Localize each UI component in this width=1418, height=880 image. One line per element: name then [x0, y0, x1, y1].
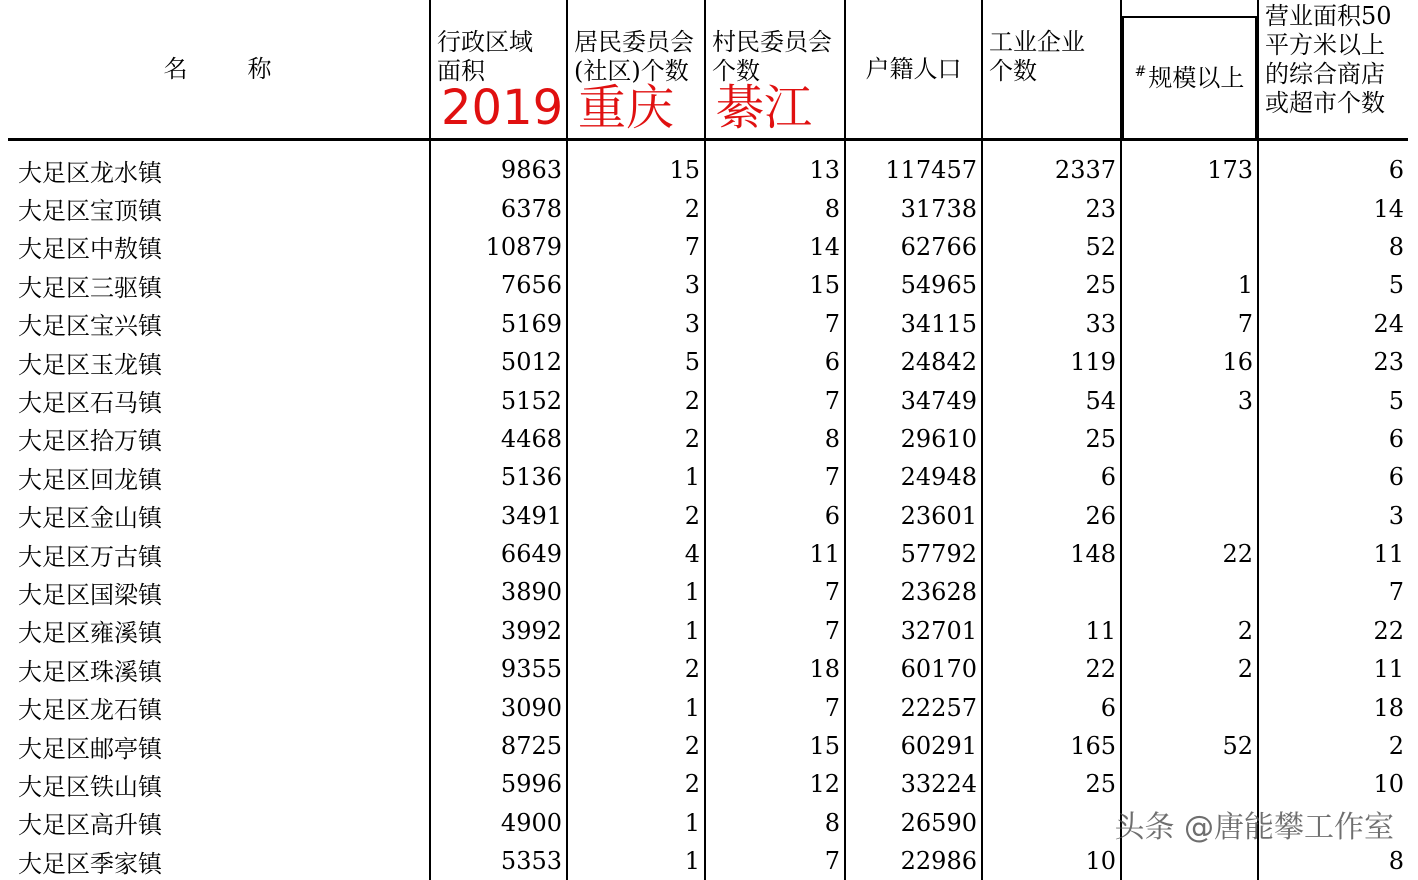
cell-vil: 8 [705, 189, 845, 227]
table-row [8, 688, 1408, 726]
cell-res: 1 [567, 612, 705, 650]
cell-pop: 57792 [845, 535, 982, 573]
cell-name: 大足区高升镇 [8, 804, 430, 842]
header-residents-committees [567, 0, 705, 140]
header-res-line2: (社区)个数 [574, 57, 698, 86]
cell-res: 4 [567, 535, 705, 573]
header-shop-line1: 营业面积50 [1265, 2, 1402, 31]
cell-scale [1121, 228, 1258, 266]
cell-area: 3491 [430, 497, 567, 535]
cell-name: 大足区石马镇 [8, 381, 430, 419]
header-vil-line1: 村民委员会 [712, 28, 838, 57]
header-name-char-1: 名 [164, 55, 190, 84]
cell-name: 大足区龙水镇 [8, 140, 430, 190]
cell-ind: 54 [982, 381, 1121, 419]
cell-pop: 34115 [845, 305, 982, 343]
cell-vil: 7 [705, 842, 845, 880]
cell-res: 2 [567, 497, 705, 535]
table-row [8, 727, 1408, 765]
cell-scale: 2 [1121, 612, 1258, 650]
cell-name: 大足区三驱镇 [8, 266, 430, 304]
cell-vil: 8 [705, 804, 845, 842]
cell-scale: 3 [1121, 381, 1258, 419]
cell-ind: 2337 [982, 140, 1121, 190]
cell-shop: 23 [1258, 343, 1408, 381]
watermark-text: 头条 @唐能攀工作室 [1114, 802, 1394, 846]
cell-ind: 6 [982, 688, 1121, 726]
cell-shop: 6 [1258, 420, 1408, 458]
cell-area: 8725 [430, 727, 567, 765]
cell-vil: 7 [705, 688, 845, 726]
cell-vil: 7 [705, 381, 845, 419]
cell-res: 2 [567, 381, 705, 419]
header-scale-label: 规模以上 [1148, 64, 1244, 93]
cell-scale [1121, 688, 1258, 726]
overlay-county: 綦江 [716, 82, 812, 134]
header-ind-line1: 工业企业 [989, 28, 1114, 57]
cell-ind: 52 [982, 228, 1121, 266]
table-row [8, 765, 1408, 803]
cell-name: 大足区玉龙镇 [8, 343, 430, 381]
cell-scale [1121, 573, 1258, 611]
cell-res: 1 [567, 458, 705, 496]
cell-res: 3 [567, 266, 705, 304]
header-row [8, 0, 1408, 140]
cell-vil: 13 [705, 140, 845, 190]
cell-pop: 23628 [845, 573, 982, 611]
cell-ind [982, 804, 1121, 842]
table-body [8, 140, 1408, 880]
cell-res: 3 [567, 305, 705, 343]
cell-ind: 25 [982, 765, 1121, 803]
cell-scale: 1 [1121, 266, 1258, 304]
cell-pop: 24842 [845, 343, 982, 381]
table-row [8, 535, 1408, 573]
header-area-line1: 行政区域 [437, 28, 560, 57]
cell-shop: 5 [1258, 381, 1408, 419]
table-row [8, 650, 1408, 688]
cell-vil: 11 [705, 535, 845, 573]
cell-pop: 60291 [845, 727, 982, 765]
header-pop-label: 户籍人口 [866, 55, 962, 84]
header-vil-line2b: 数 [736, 57, 760, 85]
cell-vil: 7 [705, 305, 845, 343]
cell-scale: 7 [1121, 305, 1258, 343]
cell-shop: 6 [1258, 140, 1408, 190]
cell-shop: 24 [1258, 305, 1408, 343]
cell-area: 3090 [430, 688, 567, 726]
cell-area: 3992 [430, 612, 567, 650]
table-row [8, 140, 1408, 190]
cell-shop: 8 [1258, 228, 1408, 266]
cell-res: 1 [567, 842, 705, 880]
cell-pop: 33224 [845, 765, 982, 803]
cell-scale: 2 [1121, 650, 1258, 688]
cell-vil: 6 [705, 343, 845, 381]
cell-pop: 22986 [845, 842, 982, 880]
table-row [8, 189, 1408, 227]
cell-pop: 24948 [845, 458, 982, 496]
cell-shop: 3 [1258, 497, 1408, 535]
cell-ind: 165 [982, 727, 1121, 765]
cell-area: 6649 [430, 535, 567, 573]
cell-shop: 22 [1258, 612, 1408, 650]
cell-name: 大足区铁山镇 [8, 765, 430, 803]
cell-name: 大足区宝兴镇 [8, 305, 430, 343]
overlay-city: 重庆 [578, 82, 674, 134]
cell-vil: 7 [705, 573, 845, 611]
cell-res: 5 [567, 343, 705, 381]
cell-name: 大足区拾万镇 [8, 420, 430, 458]
cell-res: 1 [567, 804, 705, 842]
cell-shop: 6 [1258, 458, 1408, 496]
header-res-line1: 居民委员会 [574, 28, 698, 57]
cell-name: 大足区邮亭镇 [8, 727, 430, 765]
cell-res: 2 [567, 650, 705, 688]
header-industrial-enterprises [982, 0, 1121, 140]
cell-vil: 7 [705, 612, 845, 650]
cell-vil: 12 [705, 765, 845, 803]
cell-ind [982, 573, 1121, 611]
header-above-scale [1121, 0, 1258, 140]
cell-res: 1 [567, 688, 705, 726]
cell-shop: 11 [1258, 650, 1408, 688]
cell-ind: 23 [982, 189, 1121, 227]
cell-shop: 10 [1258, 765, 1408, 803]
cell-area: 6378 [430, 189, 567, 227]
cell-area: 9863 [430, 140, 567, 190]
header-ind-line2b: 数 [1013, 57, 1037, 85]
cell-res: 2 [567, 420, 705, 458]
cell-area: 5136 [430, 458, 567, 496]
cell-pop: 22257 [845, 688, 982, 726]
cell-area: 4468 [430, 420, 567, 458]
header-scale-mark: # [1135, 58, 1147, 87]
cell-ind: 25 [982, 420, 1121, 458]
cell-res: 15 [567, 140, 705, 190]
cell-shop: 11 [1258, 535, 1408, 573]
table-row [8, 612, 1408, 650]
cell-name: 大足区季家镇 [8, 842, 430, 880]
cell-shop: 18 [1258, 688, 1408, 726]
header-village-committees [705, 0, 845, 140]
cell-scale [1121, 458, 1258, 496]
cell-name: 大足区珠溪镇 [8, 650, 430, 688]
cell-scale [1121, 189, 1258, 227]
cell-scale: 173 [1121, 140, 1258, 190]
cell-ind: 22 [982, 650, 1121, 688]
header-ind-line2a: 个 [989, 57, 1013, 85]
cell-res: 7 [567, 228, 705, 266]
header-area-line2b: 积 [461, 57, 485, 85]
table-row [8, 266, 1408, 304]
cell-ind: 11 [982, 612, 1121, 650]
cell-vil: 14 [705, 228, 845, 266]
cell-area: 9355 [430, 650, 567, 688]
cell-area: 5996 [430, 765, 567, 803]
cell-area: 5353 [430, 842, 567, 880]
cell-vil: 8 [705, 420, 845, 458]
cell-scale [1121, 497, 1258, 535]
table-row [8, 842, 1408, 880]
cell-name: 大足区中敖镇 [8, 228, 430, 266]
cell-ind: 26 [982, 497, 1121, 535]
table-row [8, 305, 1408, 343]
cell-ind: 148 [982, 535, 1121, 573]
cell-vil: 15 [705, 266, 845, 304]
cell-shop: 8 [1258, 842, 1408, 880]
table-row [8, 497, 1408, 535]
cell-shop: 5 [1258, 266, 1408, 304]
header-shop-line4: 或超市个数 [1265, 89, 1402, 118]
cell-pop: 117457 [845, 140, 982, 190]
cell-scale [1121, 420, 1258, 458]
header-area-line2a: 面 [437, 57, 461, 85]
cell-pop: 32701 [845, 612, 982, 650]
table-row [8, 420, 1408, 458]
table-row [8, 381, 1408, 419]
cell-scale: 52 [1121, 727, 1258, 765]
cell-area: 7656 [430, 266, 567, 304]
cell-name: 大足区国梁镇 [8, 573, 430, 611]
table-row [8, 573, 1408, 611]
header-vil-line2a: 个 [712, 57, 736, 85]
cell-scale: 22 [1121, 535, 1258, 573]
cell-pop: 26590 [845, 804, 982, 842]
cell-area: 5152 [430, 381, 567, 419]
overlay-year: 2019 [441, 82, 563, 134]
cell-ind: 6 [982, 458, 1121, 496]
cell-name: 大足区金山镇 [8, 497, 430, 535]
header-name-char-2: 称 [248, 55, 274, 84]
cell-name: 大足区宝顶镇 [8, 189, 430, 227]
cell-pop: 60170 [845, 650, 982, 688]
cell-ind: 119 [982, 343, 1121, 381]
cell-vil: 6 [705, 497, 845, 535]
cell-res: 2 [567, 727, 705, 765]
cell-area: 5169 [430, 305, 567, 343]
header-shop-line3: 的综合商店 [1265, 60, 1402, 89]
cell-pop: 34749 [845, 381, 982, 419]
header-population [845, 0, 982, 140]
cell-name: 大足区雍溪镇 [8, 612, 430, 650]
cell-vil: 7 [705, 458, 845, 496]
cell-vil: 15 [705, 727, 845, 765]
table-row [8, 228, 1408, 266]
cell-name: 大足区万古镇 [8, 535, 430, 573]
cell-vil: 18 [705, 650, 845, 688]
cell-scale: 16 [1121, 343, 1258, 381]
cell-res: 2 [567, 765, 705, 803]
cell-ind: 25 [982, 266, 1121, 304]
cell-ind: 10 [982, 842, 1121, 880]
cell-area: 3890 [430, 573, 567, 611]
cell-pop: 62766 [845, 228, 982, 266]
cell-shop: 2 [1258, 727, 1408, 765]
cell-scale [1121, 842, 1258, 880]
cell-area: 10879 [430, 228, 567, 266]
cell-ind: 33 [982, 305, 1121, 343]
cell-name: 大足区回龙镇 [8, 458, 430, 496]
cell-shop: 14 [1258, 189, 1408, 227]
cell-pop: 54965 [845, 266, 982, 304]
cell-pop: 31738 [845, 189, 982, 227]
cell-area: 4900 [430, 804, 567, 842]
cell-scale [1121, 765, 1258, 803]
header-area [430, 0, 567, 140]
table-row [8, 458, 1408, 496]
cell-name: 大足区龙石镇 [8, 688, 430, 726]
cell-pop: 29610 [845, 420, 982, 458]
cell-res: 1 [567, 573, 705, 611]
header-shop-line2: 平方米以上 [1265, 31, 1402, 60]
table-row [8, 343, 1408, 381]
header-shops [1258, 0, 1408, 140]
header-name [8, 0, 430, 140]
township-statistics-table [8, 0, 1408, 880]
cell-res: 2 [567, 189, 705, 227]
cell-shop: 7 [1258, 573, 1408, 611]
cell-area: 5012 [430, 343, 567, 381]
cell-pop: 23601 [845, 497, 982, 535]
